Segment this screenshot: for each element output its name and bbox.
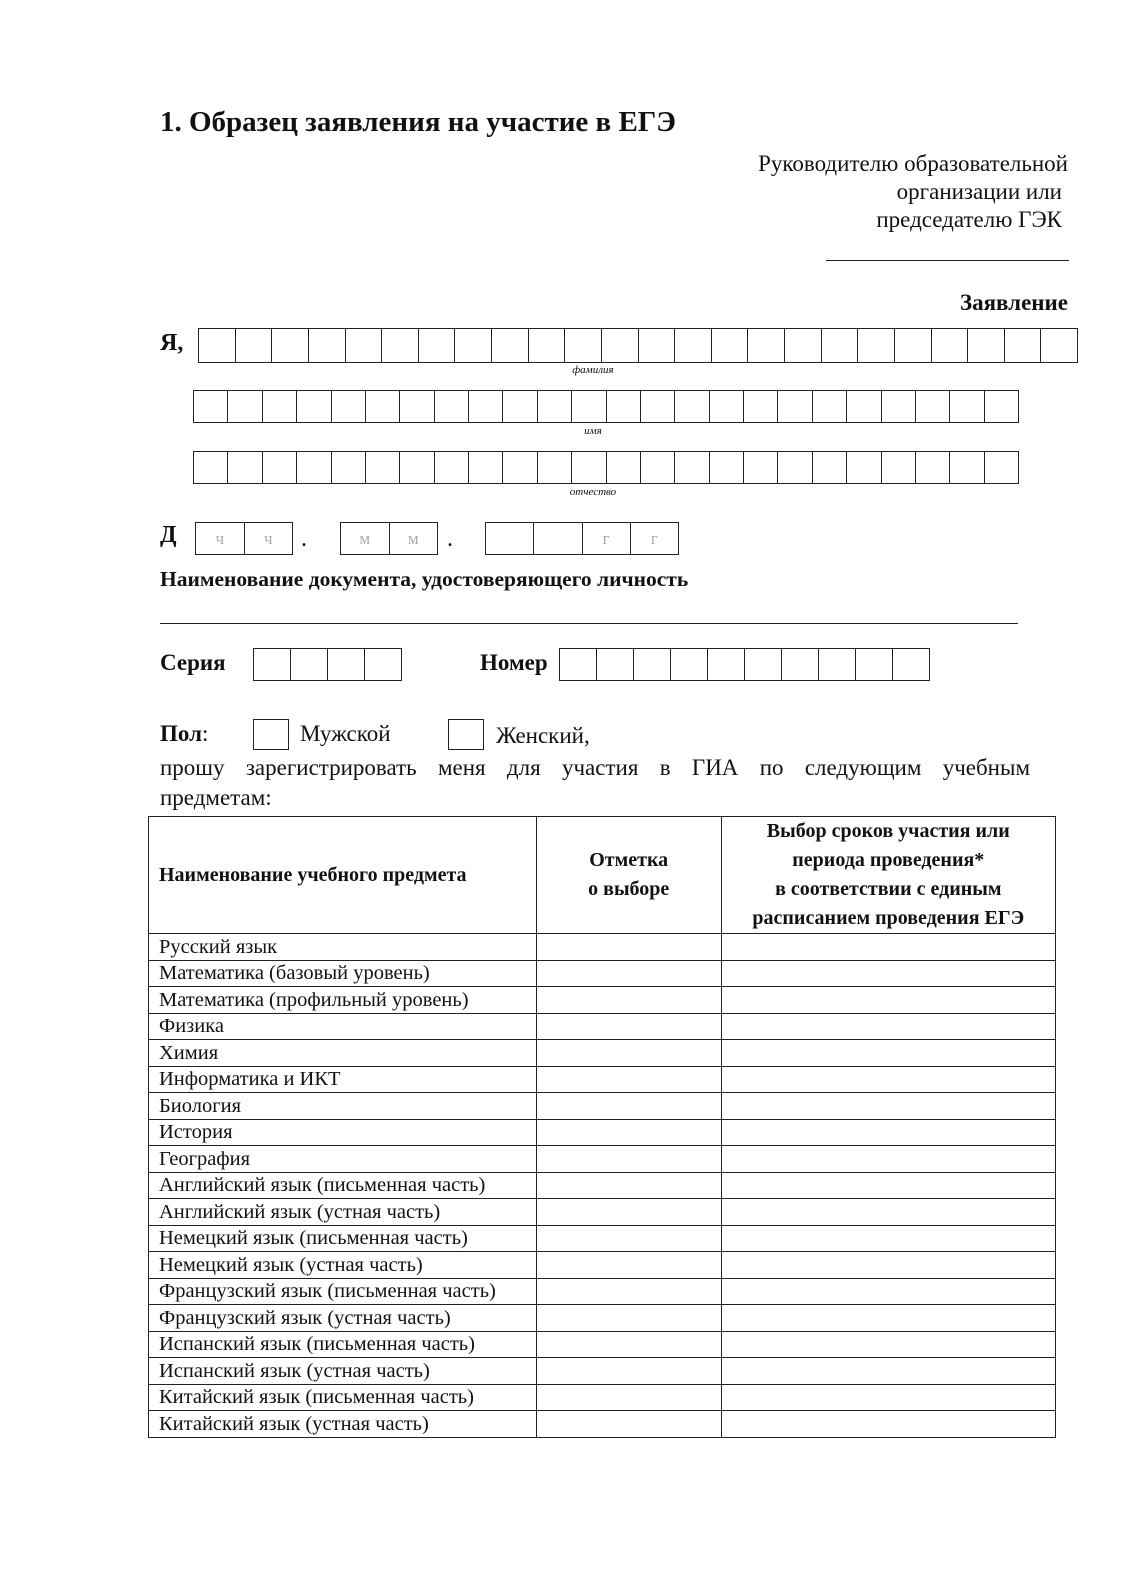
mark-cell[interactable]	[536, 1146, 721, 1173]
mark-cell[interactable]	[536, 960, 721, 987]
subject-name: Китайский язык (письменная часть)	[149, 1384, 537, 1411]
name-field[interactable]	[193, 390, 1019, 423]
mark-cell[interactable]	[536, 1093, 721, 1120]
subject-name: Французский язык (письменная часть)	[149, 1278, 537, 1305]
period-cell[interactable]	[721, 1066, 1055, 1093]
subject-name: Биология	[149, 1093, 537, 1120]
date-separator: .	[301, 526, 307, 552]
female-label: Женский,	[496, 723, 590, 748]
period-cell[interactable]	[721, 1119, 1055, 1146]
addressee-block	[708, 150, 1068, 234]
number-label: Номер	[480, 650, 548, 675]
patronymic-field[interactable]	[193, 451, 1019, 484]
mark-column-header: Отметка о выборе	[536, 817, 721, 934]
period-cell[interactable]	[721, 1093, 1055, 1120]
addressee-line: председателю ГЭК	[876, 207, 1062, 232]
subject-name: Французский язык (устная часть)	[149, 1305, 537, 1332]
period-cell[interactable]	[721, 1225, 1055, 1252]
period-cell[interactable]	[721, 1358, 1055, 1385]
mark-cell[interactable]	[536, 1411, 721, 1438]
gender-label: Пол:	[160, 721, 209, 746]
number-field[interactable]	[559, 648, 930, 681]
page-title: 1. Образец заявления на участие в ЕГЭ	[160, 106, 676, 138]
table-row	[149, 1093, 1056, 1120]
name-caption: имя	[584, 425, 602, 437]
subjects-table	[148, 816, 1056, 1438]
mark-cell[interactable]	[536, 1384, 721, 1411]
subject-name: Математика (профильный уровень)	[149, 987, 537, 1014]
table-row	[149, 1331, 1056, 1358]
subject-name: Химия	[149, 1040, 537, 1067]
date-separator: .	[447, 526, 453, 552]
subject-name: Информатика и ИКТ	[149, 1066, 537, 1093]
year-field[interactable]: г г	[485, 522, 679, 555]
addressee-name-line[interactable]	[826, 260, 1069, 261]
statement-title: Заявление	[959, 290, 1068, 315]
subject-column-header: Наименование учебного предмета	[149, 817, 537, 934]
mark-cell[interactable]	[536, 1225, 721, 1252]
table-row	[149, 1358, 1056, 1385]
subject-name: Испанский язык (письменная часть)	[149, 1331, 537, 1358]
subject-name: Математика (базовый уровень)	[149, 960, 537, 987]
surname-field[interactable]	[198, 328, 1078, 363]
period-cell[interactable]	[721, 1384, 1055, 1411]
period-cell[interactable]	[721, 1278, 1055, 1305]
table-row	[149, 1013, 1056, 1040]
subject-name: Английский язык (устная часть)	[149, 1199, 537, 1226]
mark-cell[interactable]	[536, 1199, 721, 1226]
table-row	[149, 1199, 1056, 1226]
table-row	[149, 1252, 1056, 1279]
mark-cell[interactable]	[536, 1040, 721, 1067]
mark-cell[interactable]	[536, 1305, 721, 1332]
request-text: прошу зарегистрировать меня для участия в ГИА по следующим учебным	[160, 755, 1030, 780]
mark-cell[interactable]	[536, 987, 721, 1014]
subject-name: Английский язык (письменная часть)	[149, 1172, 537, 1199]
table-row	[149, 1119, 1056, 1146]
mark-cell[interactable]	[536, 1331, 721, 1358]
subject-name: Физика	[149, 1013, 537, 1040]
mark-cell[interactable]	[536, 1252, 721, 1279]
mark-cell[interactable]	[536, 1066, 721, 1093]
day-field[interactable]: ч ч	[195, 522, 293, 555]
table-row	[149, 1066, 1056, 1093]
period-cell[interactable]	[721, 1331, 1055, 1358]
id-document-line[interactable]	[160, 623, 1018, 624]
series-label: Серия	[160, 650, 226, 675]
table-header-row	[149, 817, 1056, 934]
period-cell[interactable]	[721, 960, 1055, 987]
period-cell[interactable]	[721, 934, 1055, 961]
period-column-header: Выбор сроков участия или периода проведения* в соответствии с единым расписанием проведения ЕГЭ	[721, 817, 1055, 934]
subject-name: Китайский язык (устная часть)	[149, 1411, 537, 1438]
table-row	[149, 1225, 1056, 1252]
period-cell[interactable]	[721, 1040, 1055, 1067]
patronymic-caption: отчество	[569, 486, 617, 498]
table-row	[149, 1305, 1056, 1332]
mark-cell[interactable]	[536, 1278, 721, 1305]
period-cell[interactable]	[721, 1172, 1055, 1199]
addressee-line: организации или	[896, 179, 1062, 204]
subject-name: Испанский язык (устная часть)	[149, 1358, 537, 1385]
mark-cell[interactable]	[536, 934, 721, 961]
table-row	[149, 1172, 1056, 1199]
mark-cell[interactable]	[536, 1358, 721, 1385]
mark-cell[interactable]	[536, 1172, 721, 1199]
id-document-label: Наименование документа, удостоверяющего личность	[160, 567, 689, 591]
table-row	[149, 934, 1056, 961]
period-cell[interactable]	[721, 1013, 1055, 1040]
mark-cell[interactable]	[536, 1013, 721, 1040]
subject-name: География	[149, 1146, 537, 1173]
table-row	[149, 1278, 1056, 1305]
female-checkbox[interactable]	[448, 719, 484, 750]
period-cell[interactable]	[721, 1199, 1055, 1226]
subject-name: Немецкий язык (письменная часть)	[149, 1225, 537, 1252]
table-row	[149, 1384, 1056, 1411]
surname-caption: фамилия	[572, 364, 614, 376]
table-row	[149, 960, 1056, 987]
table-row	[149, 987, 1056, 1014]
subject-name: История	[149, 1119, 537, 1146]
ya-label: Я,	[160, 330, 184, 356]
series-field[interactable]	[253, 648, 402, 681]
table-row	[149, 1146, 1056, 1173]
table-row	[149, 1411, 1056, 1438]
date-label: Д	[160, 522, 177, 548]
table-row	[149, 1040, 1056, 1067]
month-field[interactable]: м м	[340, 522, 438, 555]
period-cell[interactable]	[721, 1252, 1055, 1279]
subject-name: Русский язык	[149, 934, 537, 961]
request-text-cont: предметам:	[160, 785, 272, 810]
period-cell[interactable]	[721, 1146, 1055, 1173]
period-cell[interactable]	[721, 987, 1055, 1014]
addressee-line: Руководителю образовательной	[758, 151, 1068, 176]
mark-cell[interactable]	[536, 1119, 721, 1146]
male-checkbox[interactable]	[253, 719, 289, 750]
period-cell[interactable]	[721, 1411, 1055, 1438]
subject-name: Немецкий язык (устная часть)	[149, 1252, 537, 1279]
male-label: Мужской	[300, 721, 391, 746]
period-cell[interactable]	[721, 1305, 1055, 1332]
